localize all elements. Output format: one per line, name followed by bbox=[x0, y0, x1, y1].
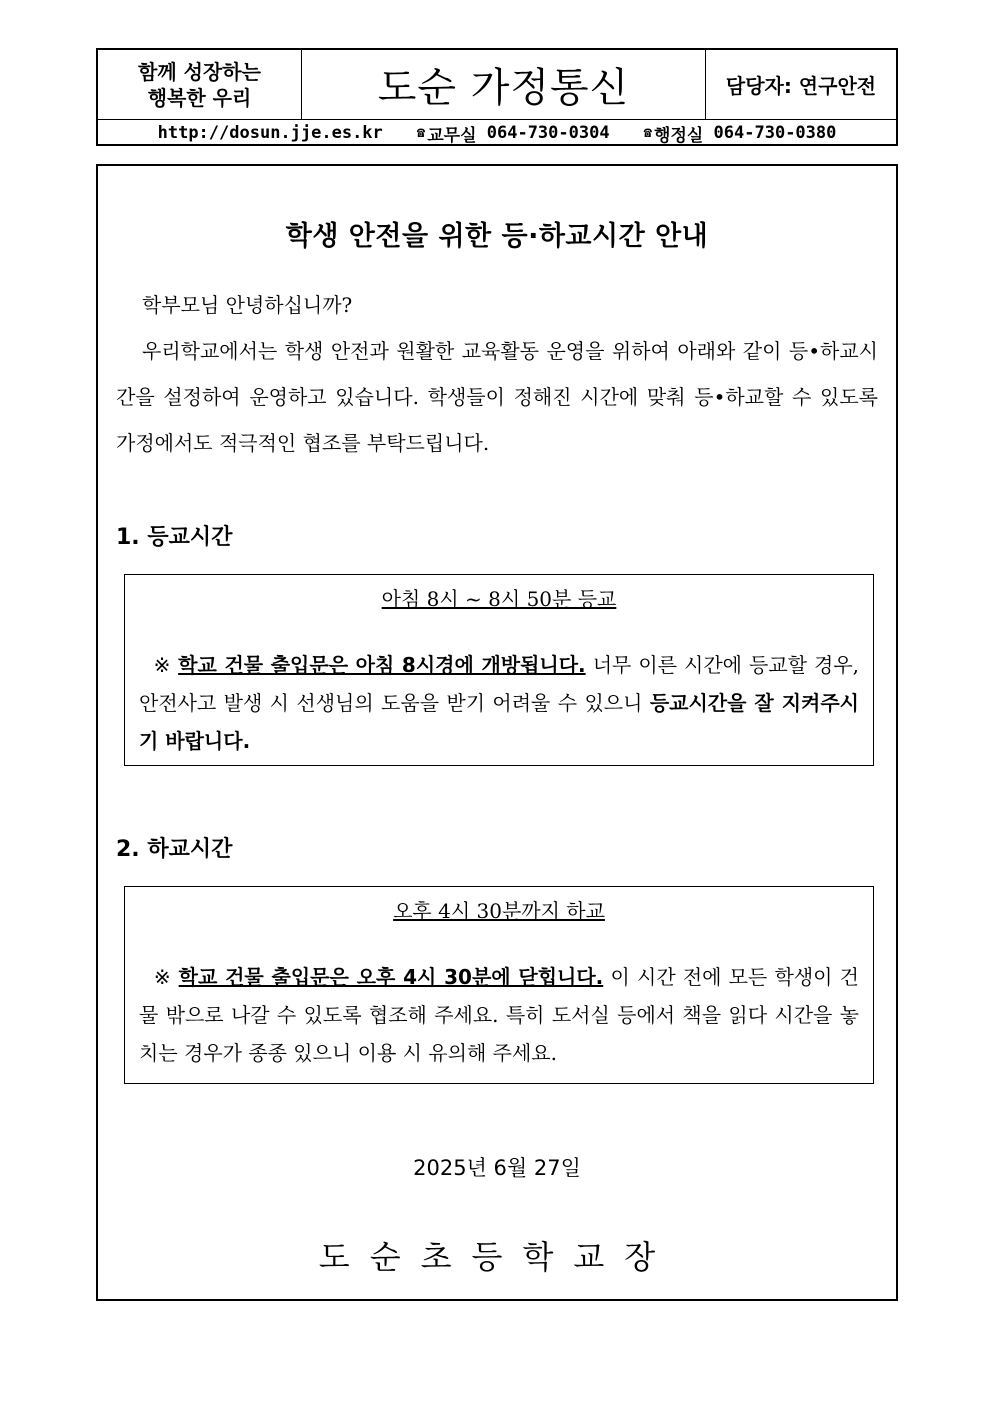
dismissal-close-notice: 학교 건물 출입문은 오후 4시 30분에 닫힙니다. bbox=[178, 965, 604, 989]
principal-signature: 도순초등학교장 bbox=[318, 1238, 676, 1276]
arrival-text: 너무 이른 시간에 등교할 경우, 안전사고 발생 시 선생님의 도움을 받기 어려울 수 있으니 bbox=[139, 653, 860, 715]
dismissal-notice-box bbox=[124, 886, 874, 1084]
reference-mark: ※ bbox=[153, 653, 172, 677]
header-top-row bbox=[98, 50, 896, 120]
dismissal-notice-text bbox=[125, 958, 873, 1072]
contact-row bbox=[98, 120, 896, 146]
section2-heading: 2. 하교시간 bbox=[116, 837, 233, 862]
arrival-notice-box bbox=[124, 574, 874, 766]
reference-mark: ※ bbox=[153, 965, 172, 989]
intro-paragraph bbox=[116, 328, 878, 466]
office2-phone: 064-730-0380 bbox=[713, 123, 837, 143]
manager-label: 담당자: 연구안전 bbox=[725, 74, 877, 98]
dismissal-time: 오후 4시 30분까지 하교 bbox=[393, 899, 605, 923]
arrival-request: 등교시간을 잘 지켜주시기 바랍니다. bbox=[139, 691, 859, 753]
issue-date: 2025년 6월 27일 bbox=[413, 1156, 581, 1180]
school-url[interactable]: http://dosun.jje.es.kr bbox=[157, 123, 383, 143]
slogan bbox=[98, 50, 302, 119]
newsletter-header bbox=[96, 48, 898, 146]
document-body bbox=[96, 164, 898, 1301]
slogan-line-2: 행복한 우리 bbox=[147, 85, 252, 110]
dismissal-text: 이 시간 전에 모든 학생이 건물 밖으로 나갈 수 있도록 협조해 주세요. 특히 도서실 등에서 책을 읽다 시간을 놓치는 경우가 종종 있으니 이용 시 유의해 주세요. bbox=[139, 965, 859, 1065]
greeting bbox=[116, 282, 878, 328]
arrival-box-title bbox=[125, 583, 873, 612]
phone-icon: ☎ bbox=[416, 125, 426, 141]
newsletter-title: 도순 가정통신 bbox=[302, 50, 706, 119]
office1-phone: 064-730-0304 bbox=[486, 123, 610, 143]
arrival-open-notice: 학교 건물 출입문은 아침 8시경에 개방됩니다. bbox=[178, 653, 586, 677]
arrival-notice-text bbox=[125, 646, 873, 760]
office1-label: 교무실 bbox=[427, 125, 477, 146]
office2-label: 행정실 bbox=[654, 125, 704, 146]
intro-text: 우리학교에서는 학생 안전과 원활한 교육활동 운영을 위하여 아래와 같이 등•하교시간을 설정하여 운영하고 있습니다. 학생들이 정해진 시간에 맞춰 등•하교할 수 있도록 가정에서도 적극적인 협조를 부탁드립니다. bbox=[116, 339, 878, 455]
arrival-time: 아침 8시 ~ 8시 50분 등교 bbox=[381, 587, 617, 611]
dismissal-box-title bbox=[125, 895, 873, 924]
phone-icon: ☎ bbox=[643, 125, 653, 141]
document-title: 학생 안전을 위한 등·하교시간 안내 bbox=[285, 221, 709, 252]
greeting-text: 학부모님 안녕하십니까? bbox=[142, 293, 353, 317]
slogan-line-1: 함께 성장하는 bbox=[138, 59, 261, 84]
section1-heading: 1. 등교시간 bbox=[116, 525, 233, 550]
